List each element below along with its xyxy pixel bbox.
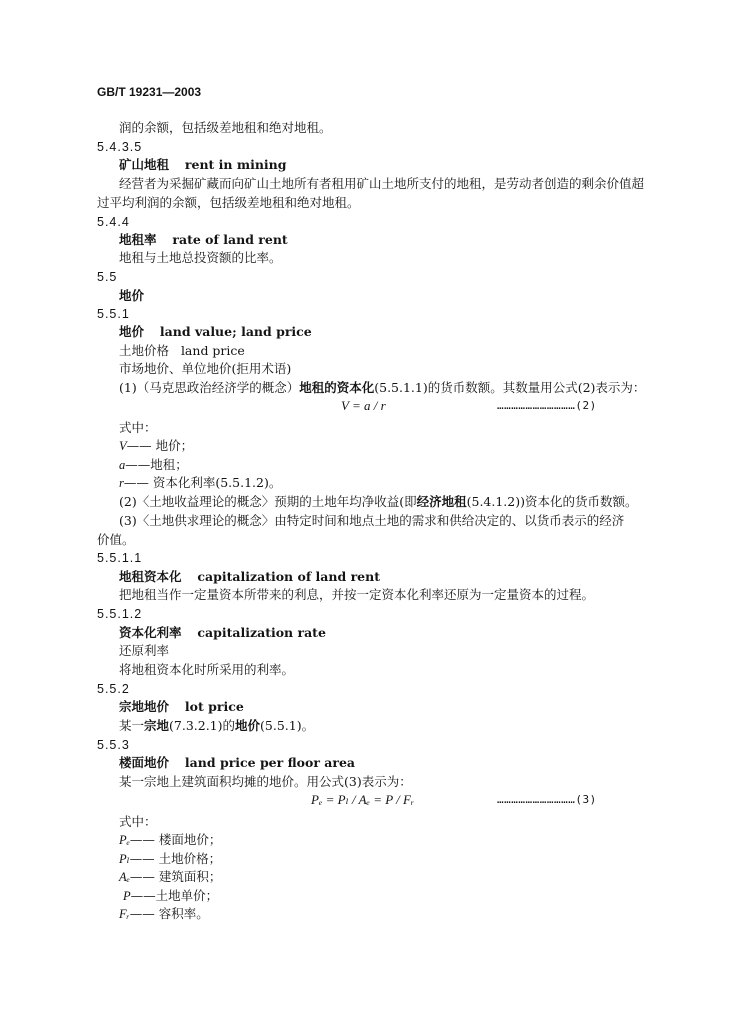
term-en: land value; land price xyxy=(159,324,312,339)
variable-symbol: V xyxy=(119,439,127,453)
variable-def xyxy=(119,475,281,491)
variable-def xyxy=(119,851,221,867)
section-title: 地价 xyxy=(119,288,145,303)
def-text: (7.3.2.1)的 xyxy=(169,718,236,733)
variable-text: ——地租； xyxy=(125,457,188,472)
section-number: 5.4.4 xyxy=(97,215,130,229)
definition-line: 某一宗地上建筑面积均摊的地价。用公式(3)表示为： xyxy=(119,774,412,789)
def-text: (5.5.1)。 xyxy=(260,718,315,733)
term-en: land price per floor area xyxy=(184,755,356,770)
variable-text: —— 地价； xyxy=(126,438,194,453)
definition-line xyxy=(119,494,637,510)
variable-text: ——土地单价； xyxy=(130,888,219,903)
def-term-ref: 地租的资本化 xyxy=(299,380,375,395)
variable-text: —— 楼面地价； xyxy=(129,832,222,847)
variable-text: —— 容积率。 xyxy=(129,906,209,921)
definition-line: 地租与土地总投资额的比率。 xyxy=(119,250,282,265)
formula-2: V = a / r xyxy=(341,398,386,413)
formula-number: ……………………………(3) xyxy=(497,793,597,806)
def-prefix: (1)（马克思政治经济学的概念） xyxy=(119,380,300,395)
variable-def xyxy=(119,906,209,922)
term-cn: 楼面地价 xyxy=(119,755,170,770)
variable-def xyxy=(119,869,221,885)
where-label: 式中： xyxy=(119,814,157,829)
term-en: lot price xyxy=(184,699,244,714)
term-heading xyxy=(119,699,244,715)
term-en: rent in mining xyxy=(184,157,287,172)
def-term-ref: 宗地 xyxy=(144,718,170,733)
variable-def xyxy=(119,457,188,473)
section-number: 5.5.2 xyxy=(97,682,130,696)
term-heading xyxy=(119,232,288,248)
synonym-cn: 土地价格 xyxy=(119,343,170,358)
variable-text: —— 资本化利率(5.5.1.2)。 xyxy=(123,475,282,490)
definition-line xyxy=(119,380,645,396)
section-number: 5.4.3.5 xyxy=(97,140,143,154)
term-heading xyxy=(119,625,326,641)
term-cn: 地价 xyxy=(119,324,145,339)
synonym-en: land price xyxy=(180,343,245,358)
variable-def xyxy=(119,438,193,454)
definition-line: 把地租当作一定量资本所带来的利息，并按一定资本化利率还原为一定量资本的过程。 xyxy=(119,587,595,602)
term-heading xyxy=(119,157,287,173)
rejected-terms: 市场地价、单位地价(拒用术语) xyxy=(119,361,292,376)
formula-3: Pₑ = Pₗ / Aₑ = P / Fᵣ xyxy=(311,792,415,807)
definition-line: 过平均利润的余额，包括级差地租和绝对地租。 xyxy=(97,195,360,210)
def-term-ref: 地价 xyxy=(235,718,261,733)
variable-symbol: Pₑ xyxy=(119,833,130,847)
paragraph-line: 润的余额，包括级差地租和绝对地租。 xyxy=(119,120,332,135)
term-en: capitalization rate xyxy=(197,625,326,640)
term-heading xyxy=(119,569,380,585)
synonym-line xyxy=(119,343,245,359)
term-en: rate of land rent xyxy=(172,232,288,247)
variable-symbol: Pₗ xyxy=(119,852,130,866)
definition-line: 将地租资本化时所采用的利率。 xyxy=(119,662,295,677)
term-en: capitalization of land rent xyxy=(197,569,380,584)
term-cn: 宗地地价 xyxy=(119,699,170,714)
section-number: 5.5.1 xyxy=(97,307,130,321)
def-prefix: (2)〈土地收益理论的概念〉预期的土地年均净收益(即 xyxy=(119,494,417,509)
definition-line: 价值。 xyxy=(97,532,135,547)
section-number: 5.5.1.1 xyxy=(97,551,143,565)
def-suffix: (5.5.1.1)的货币数额。其数量用公式(2)表示为： xyxy=(374,380,646,395)
def-term-ref: 经济地租 xyxy=(416,494,467,509)
variable-def xyxy=(123,888,218,904)
formula-number: ……………………………(2) xyxy=(497,399,597,412)
def-suffix: (5.4.1.2))资本化的货币数额。 xyxy=(466,494,638,509)
variable-symbol: P xyxy=(123,889,131,903)
synonym-line: 还原利率 xyxy=(119,643,170,658)
section-number: 5.5.1.2 xyxy=(97,607,143,621)
variable-symbol: a xyxy=(119,458,126,472)
term-cn: 资本化利率 xyxy=(119,625,182,640)
variable-def xyxy=(119,832,221,848)
variable-text: —— 建筑面积； xyxy=(129,869,222,884)
term-cn: 地租资本化 xyxy=(119,569,182,584)
definition-line: 经营者为采掘矿藏而向矿山土地所有者租用矿山土地所支付的地租，是劳动者创造的剩余价值超 xyxy=(119,176,645,191)
variable-symbol: Aₑ xyxy=(119,870,130,884)
definition-line xyxy=(119,718,314,734)
term-cn: 地租率 xyxy=(119,232,157,247)
definition-line: (3)〈土地供求理论的概念〉由特定时间和地点土地的需求和供给决定的、以货币表示的经济 xyxy=(119,513,625,528)
section-number: 5.5 xyxy=(97,270,118,284)
where-label: 式中： xyxy=(119,420,157,435)
standard-number: GB/T 19231—2003 xyxy=(97,85,202,99)
term-cn: 矿山地租 xyxy=(119,157,170,172)
variable-symbol: r xyxy=(119,476,124,490)
section-number: 5.5.3 xyxy=(97,738,130,752)
term-heading xyxy=(119,755,355,771)
term-heading xyxy=(119,324,312,340)
variable-text: —— 土地价格； xyxy=(129,851,222,866)
variable-symbol: Fᵣ xyxy=(119,907,130,921)
def-text: 某一 xyxy=(119,718,145,733)
